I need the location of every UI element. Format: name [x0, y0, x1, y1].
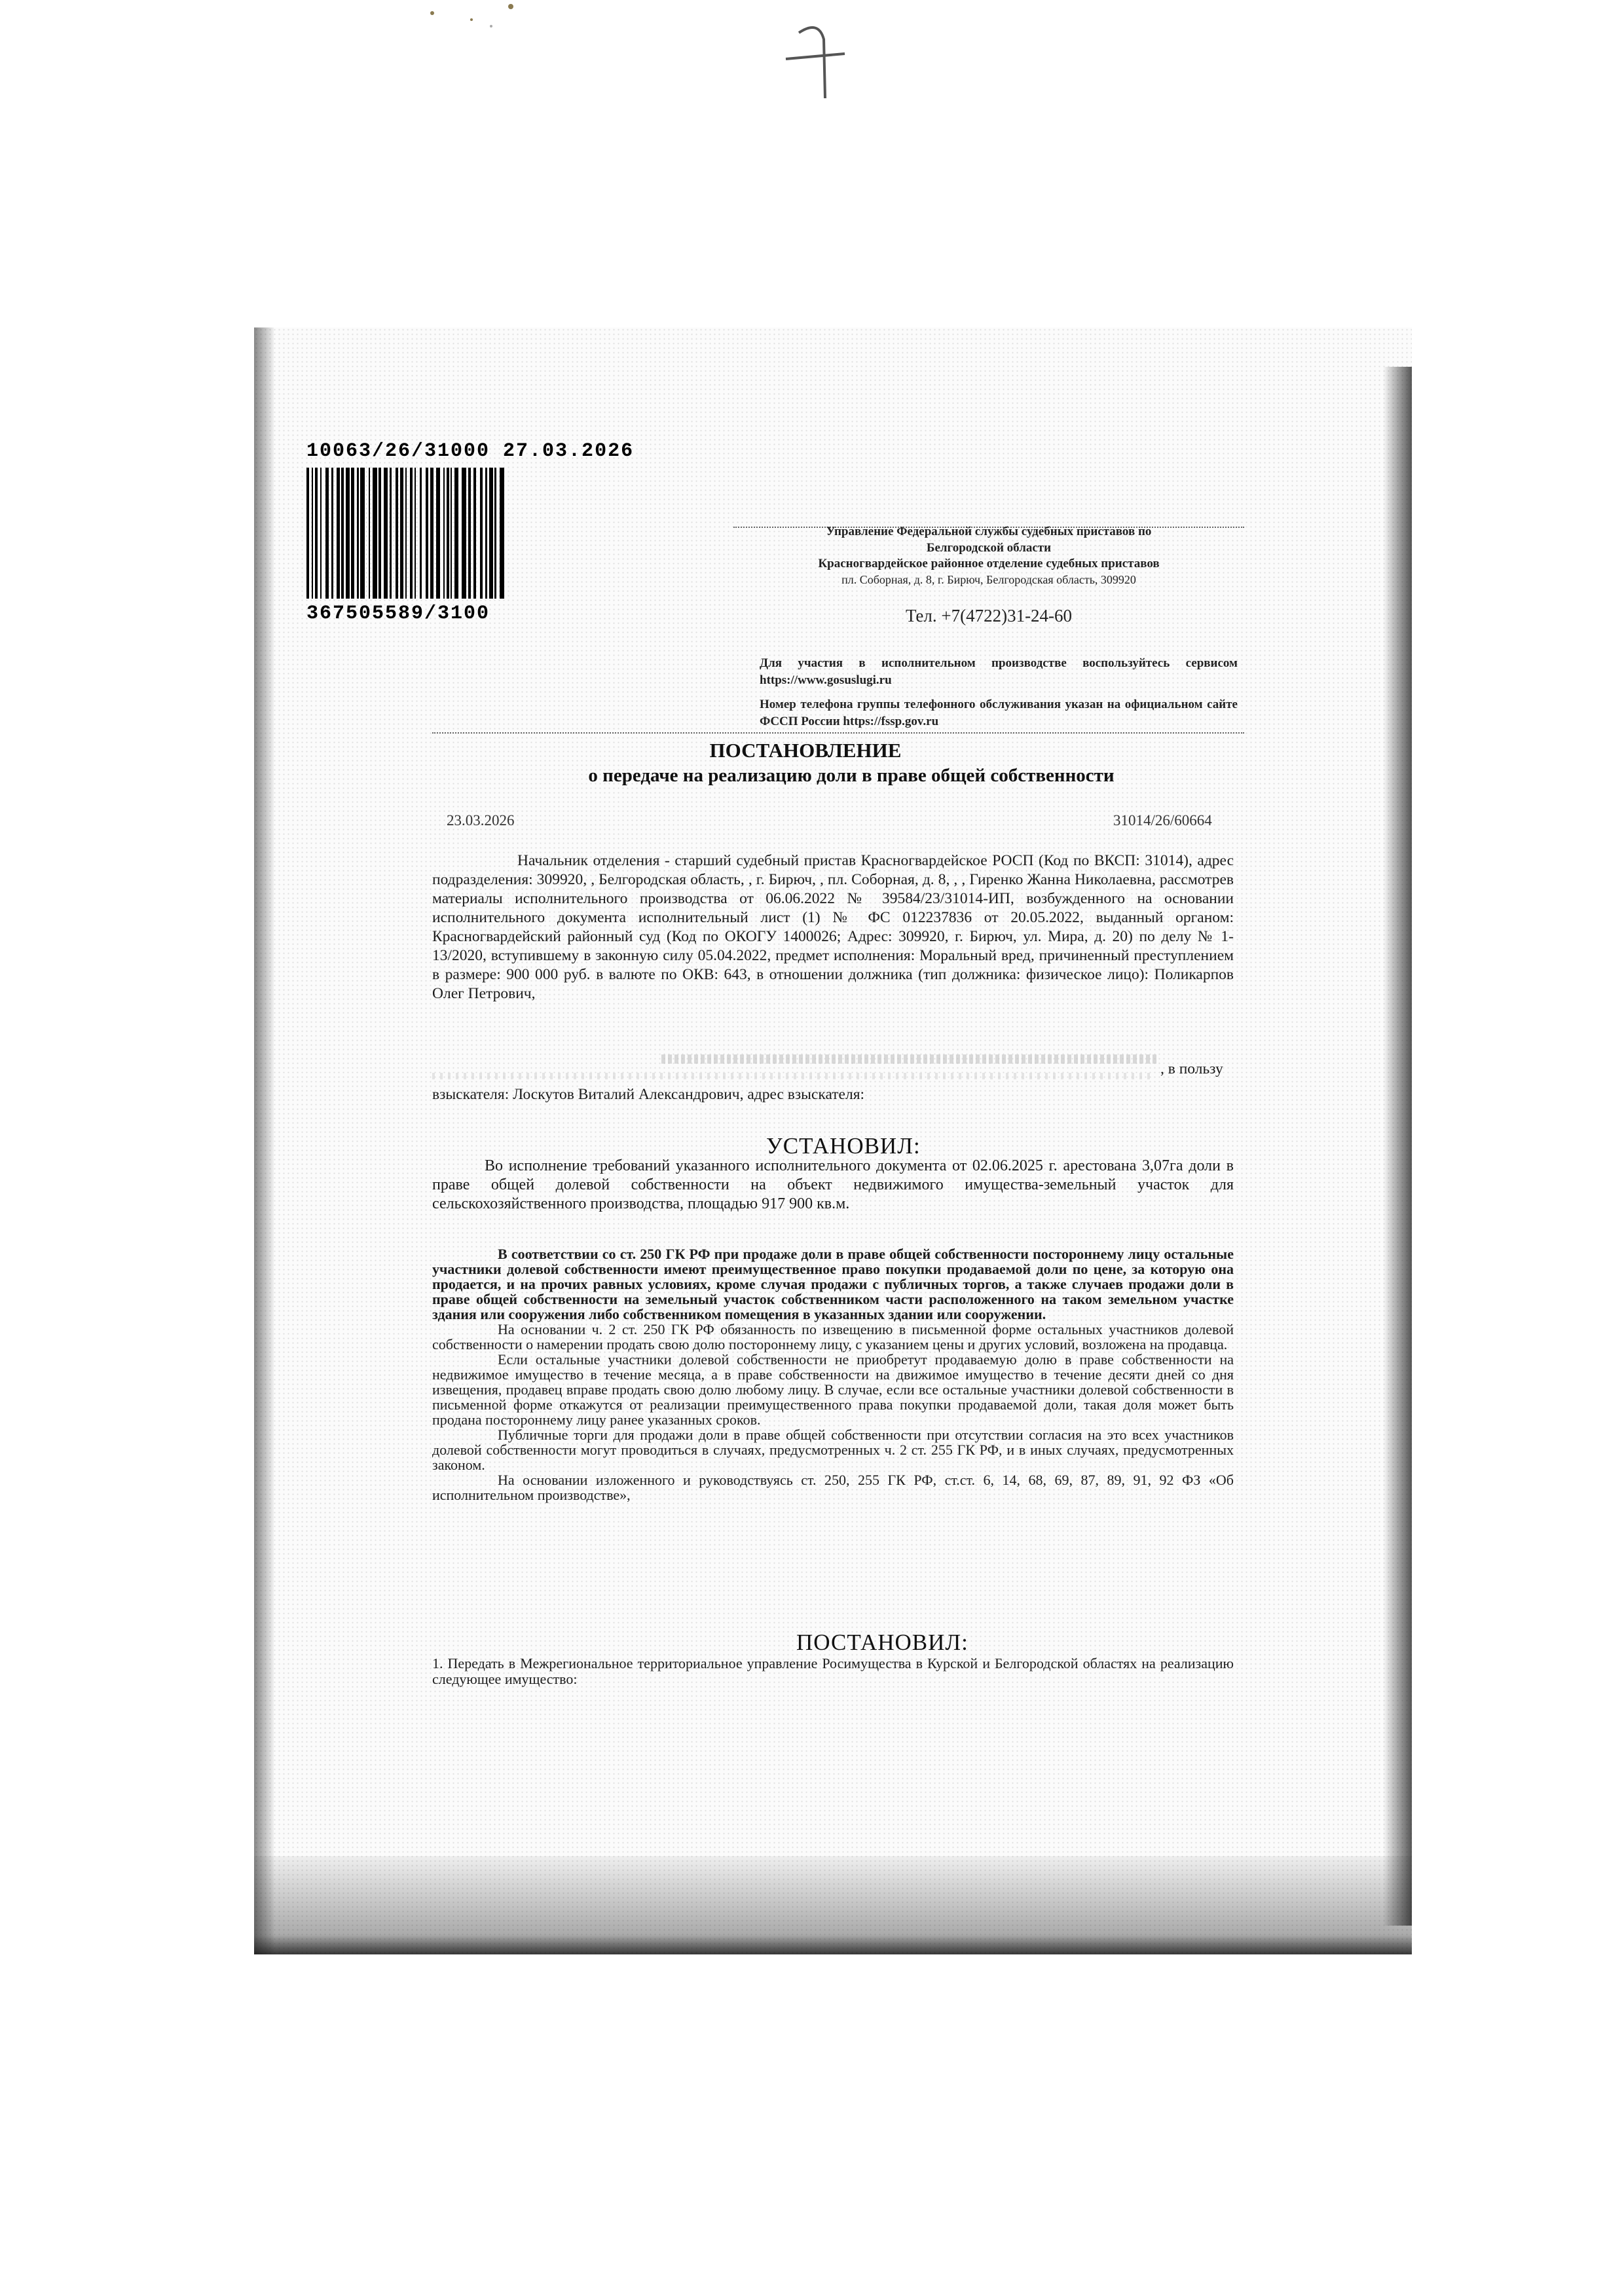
- document-subtitle: о передаче на реализацию доли в праве общей собственности: [588, 765, 1115, 786]
- legal-paragraph-5: На основании изложенного и руководствуясь ст. 250, 255 ГК РФ, ст.ст. 6, 14, 68, 69, 87, 89, 91, 92 ФЗ «Об исполнительном производстве»,: [432, 1472, 1234, 1503]
- legal-paragraph-4: Публичные торги для продажи доли в праве общей собственности при отсутствии согласия на это всех участников долевой собственности могут проводиться в случаях, предусмотренных ч. 2 ст. 255 ГК РФ, и в иных случаях, предусмотренных законом.: [432, 1427, 1234, 1473]
- agency-line-1: Управление Федеральной службы судебных приставов по: [826, 525, 1152, 538]
- redacted-debtor-details: [661, 1054, 1159, 1064]
- svg-text:4: 4: [773, 5, 778, 16]
- resolved-section: [432, 1656, 1234, 1687]
- service-info: [760, 655, 1238, 738]
- resolved-heading: ПОСТАНОВИЛ:: [796, 1630, 969, 1655]
- in-favor-text: , в пользу: [1160, 1060, 1223, 1077]
- established-paragraph: Во исполнение требований указанного исполнительного документа от 02.06.2025 г. арестована 3,07га доли в праве общей долевой собственности на объект недвижимого имущества-земельный участок для сельскохозяйственного производства, площадью 917 900 кв.м.: [432, 1157, 1234, 1212]
- agency-address: пл. Соборная, д. 8, г. Бирюч, Белгородская область, 309920: [841, 573, 1136, 587]
- scan-specks: [419, 0, 550, 39]
- barcode-top-code: 10063/26/31000 27.03.2026: [306, 440, 635, 462]
- intro-paragraph: Начальник отделения - старший судебный пристав Красногвардейское РОСП (Код по ВКСП: 31014), адрес подразделения: 309920, , Белгородская область, , г. Бирюч, , пл. Соборная, д. 8, , , Гиренко Жанна Николаевна, рассмотрев материалы исполнительного производства от 06.06.2022 № 39584/23/31014-ИП, возбужденного на основании исполнительного документа исполнительный лист (1) № ФС 012237836 от 20.05.2022, выданный органом: Красногвардейский районный суд (Код по ОКОГУ 1400026; Адрес: 309920, г. Бирюч, ул. Мира, д. 20) по делу № 1-13/2020, вступившему в законную силу 05.04.2022, предмет исполнения: Моральный вред, причиненный преступлением в размере: 900 000 руб. в валюте по ОКВ: 643, в отношении должника (тип должника: физическое лицо): Поликарпов Олег Петрович,: [432, 852, 1234, 1002]
- established-heading: УСТАНОВИЛ:: [766, 1133, 921, 1159]
- scan-shadow-left: [254, 327, 274, 1954]
- barcode-bottom-code: 367505589/3100: [306, 603, 490, 625]
- scan-shadow-bottom: [254, 1856, 1412, 1954]
- legal-basis-section: [432, 1246, 1234, 1502]
- handwritten-page-number: [773, 5, 851, 105]
- agency-header: [747, 524, 1231, 628]
- agency-phone: Тел. +7(4722)31-24-60: [905, 606, 1073, 626]
- agency-line-3: Красногвардейское районное отделение судебных приставов: [818, 557, 1160, 571]
- resolved-item-1: 1. Передать в Межрегиональное территориальное управление Росимущества в Курской и Белгородской областях на реализацию следующее имущество:: [432, 1655, 1234, 1687]
- redacted-debtor-address: [432, 1073, 1153, 1079]
- gosuslugi-note: Для участия в исполнительном производстве воспользуйтесь сервисом https://www.gosuslugi.ru: [760, 656, 1238, 687]
- barcode-block: [306, 440, 673, 625]
- legal-paragraph-1: В соответствии со ст. 250 ГК РФ при продаже доли в праве общей собственности постороннему лицу остальные участники долевой собственности имеют преимущественное право покупки продаваемой доли по цене, за которую она продается, и на прочих равных условиях, кроме случая продажи с публичных торгов, а также случаев продажи доли в праве общей собственности на земельный участок собственником части расположенного на таком земельном участке здания или сооружения либо собственником помещения в указанных здании или сооружении.: [432, 1246, 1234, 1322]
- document-number: 31014/26/60664: [1113, 812, 1212, 829]
- header-bottom-rule: [432, 732, 1244, 734]
- legal-paragraph-3: Если остальные участники долевой собственности не приобретут продаваемую долю в праве собственности на недвижимое имущество в течение месяца, а в праве собственности на движимое имущество в течение десяти дней со дня извещения, продавец вправе продать свою долю любому лицу. В случае, если все остальные участники долевой собственности в письменной форме откажутся от реализации преимущественного права покупки продаваемой доли, такая доля может быть продана постороннему лицу ранее указанных сроков.: [432, 1351, 1234, 1428]
- agency-line-2: Белгородской области: [926, 540, 1052, 555]
- scan-shadow-right: [1383, 367, 1412, 1926]
- document-intro: [432, 851, 1234, 1003]
- legal-paragraph-2: На основании ч. 2 ст. 250 ГК РФ обязанность по извещению в письменной форме остальных участников долевой собственности о намерении продать свою долю постороннему лицу, с указанием цены и других условий, возложена на продавца.: [432, 1321, 1234, 1353]
- barcode-icon: [306, 468, 673, 599]
- document-title: ПОСТАНОВЛЕНИЕ: [709, 739, 902, 762]
- document-date: 23.03.2026: [447, 812, 515, 829]
- claimant-line: взыскателя: Лоскутов Виталий Александрович, адрес взыскателя:: [432, 1086, 865, 1103]
- hotline-note: Номер телефона группы телефонного обслуживания указан на официальном сайте ФССП России https://fssp.gov.ru: [760, 698, 1238, 728]
- established-section: [432, 1157, 1234, 1214]
